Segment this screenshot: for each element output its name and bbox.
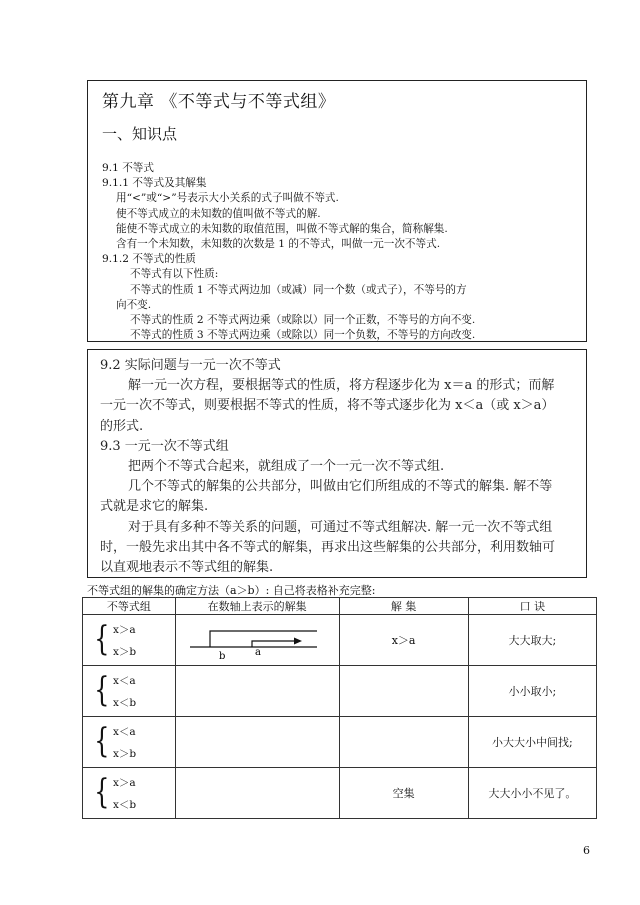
label-b: b [219, 650, 226, 661]
label-a: a [255, 646, 262, 658]
text-line: 对于具有多种不等关系的问题，可通过不等式组解决. 解一元一次不等式组 [128, 519, 553, 535]
text-line: 的形式. [100, 418, 144, 434]
notes-text [100, 356, 580, 578]
inequality-table [82, 597, 597, 819]
text-line: 几个不等式的解集的公共部分，叫做由它们所组成的不等式的解集. 解不等 [128, 479, 553, 495]
text-line: 不等式的性质 3 不等式两边乘（或除以）同一个负数，不等号的方向改变. [130, 329, 476, 342]
solution-cell: x＞a [339, 615, 468, 666]
text-line: 向不变. [116, 298, 152, 311]
number-line-cell[interactable] [175, 666, 339, 717]
rhyme-cell: 大大取大; [468, 615, 596, 666]
brace-symbol: { [94, 772, 110, 812]
knowledge-box [87, 80, 587, 342]
text-line: 9.1 不等式 [102, 162, 154, 174]
text-line: 以直观地表示不等式组的解集. [100, 560, 274, 576]
scanned-notes-box [87, 349, 587, 578]
solution-cell[interactable] [339, 666, 468, 717]
inequality-bottom: x＞b [113, 748, 137, 760]
text-line: 含有一个未知数，未知数的次数是 1 的不等式，叫做一元一次不等式. [116, 238, 441, 251]
text-line: 解一元一次方程，要根据等式的性质，将方程逐步化为 x＝a 的形式；而解 [128, 378, 555, 394]
knowledge-text [102, 161, 578, 343]
text-line: 不等式的性质 1 不等式两边加（或减）同一个数（或式子），不等号的方 [130, 283, 467, 296]
system-cell [83, 768, 176, 819]
rhyme-cell: 小小取小; [468, 666, 596, 717]
inequality-bottom: x＜b [113, 697, 137, 709]
inequality-top: x＞a [113, 624, 136, 636]
text-line: 9.3 一元一次不等式组 [100, 438, 229, 454]
text-line: 9.1.2 不等式的性质 [102, 253, 196, 266]
chapter-title: 第九章 《不等式与不等式组》 [102, 92, 336, 112]
brace-symbol: { [94, 670, 110, 710]
text-line: 一元一次不等式，则要根据不等式的性质，将不等式逐步化为 x＜a（或 x＞a） [100, 398, 555, 414]
text-line: 9.2 实际问题与一元一次不等式 [100, 358, 281, 373]
header-cell: 在数轴上表示的解集 [175, 598, 339, 615]
rhyme-cell: 大大小小不见了。 [468, 768, 596, 819]
number-line-cell [175, 615, 339, 666]
text-line: 式就是求它的解集. [100, 499, 209, 515]
system-cell [83, 717, 176, 768]
system-cell [83, 615, 176, 666]
number-line-diagram [182, 617, 332, 661]
text-line: 能使不等式成立的未知数的取值范围，叫做不等式解的集合，简称解集. [116, 222, 448, 235]
text-line: 不等式的性质 2 不等式两边乘（或除以）同一个正数，不等号的方向不变. [130, 314, 476, 327]
table-caption: 不等式组的解集的确定方法（a＞b）: 自己将表格补充完整: [87, 584, 376, 597]
inequality-bottom: x＜b [113, 799, 137, 811]
arrow-head-icon [294, 637, 302, 644]
section-heading: 一、知识点 [102, 125, 178, 143]
rhyme-cell: 小大大小中间找; [468, 717, 596, 768]
header-cell: 解 集 [339, 598, 468, 615]
number-line-cell[interactable] [175, 717, 339, 768]
header-cell: 不等式组 [83, 598, 176, 615]
header-cell: 口 诀 [468, 598, 596, 615]
inequality-bottom: x＞b [113, 646, 137, 658]
solution-cell[interactable] [339, 717, 468, 768]
text-line: 9.1.1 不等式及其解集 [102, 177, 207, 190]
solution-bracket-b [210, 631, 317, 647]
brace-symbol: { [94, 619, 110, 659]
inequality-top: x＜a [113, 675, 136, 687]
table-row [83, 768, 597, 819]
inequality-top: x＜a [113, 726, 136, 738]
text-line: 把两个不等式合起来，就组成了一个一元一次不等式组. [128, 459, 445, 475]
inequality-top: x＞a [113, 777, 136, 789]
table-row [83, 717, 597, 768]
table-header-row [83, 598, 597, 615]
text-line: 时，一般先求出其中各不等式的解集，再求出这些解集的公共部分，利用数轴可 [100, 539, 556, 555]
number-line-cell[interactable] [175, 768, 339, 819]
text-line: 不等式有以下性质: [130, 268, 219, 281]
brace-symbol: { [94, 721, 110, 761]
text-line: 用“<”或“>”号表示大小关系的式子叫做不等式. [116, 192, 339, 205]
solution-cell: 空集 [339, 768, 468, 819]
page-number: 6 [583, 844, 590, 857]
table-row [83, 615, 597, 666]
system-cell [83, 666, 176, 717]
table-row [83, 666, 597, 717]
text-line: 使不等式成立的未知数的值叫做不等式的解. [116, 207, 321, 220]
